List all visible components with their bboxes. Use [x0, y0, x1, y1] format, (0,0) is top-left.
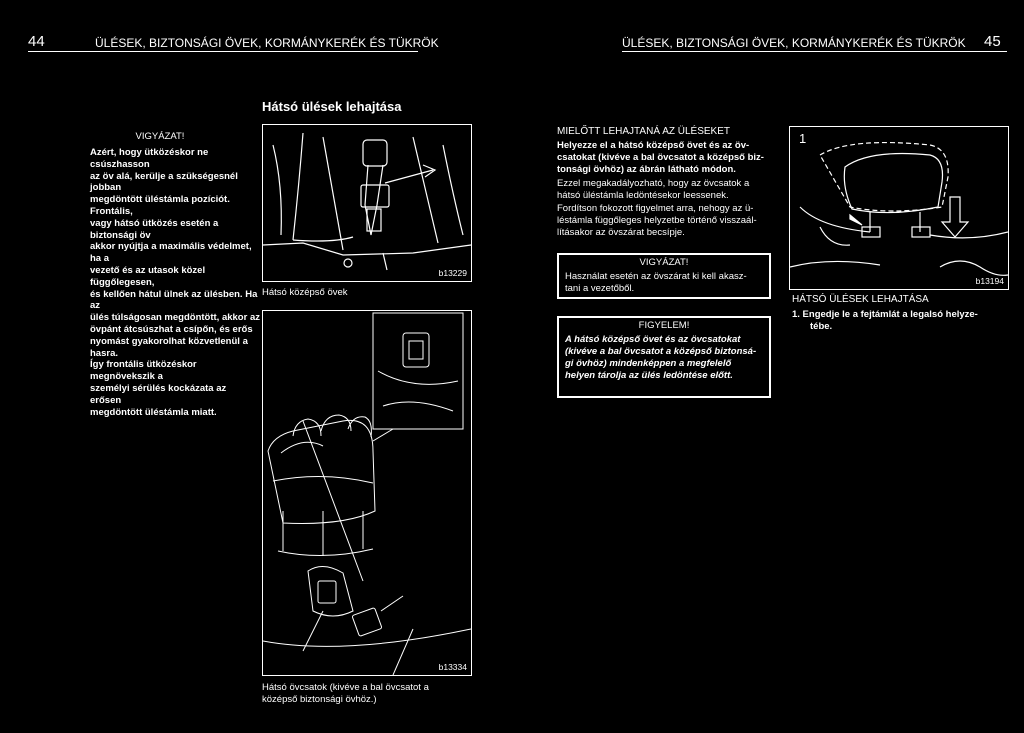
- warning-box-heading: VIGYÁZAT!: [639, 257, 689, 268]
- headrest-illustration: [790, 127, 1008, 289]
- right-running-title: ÜLÉSEK, BIZTONSÁGI ÖVEK, KORMÁNYKERÉK ÉS TÜKRÖK: [622, 36, 966, 50]
- figure-rear-buckles: [262, 310, 472, 676]
- before-folding-bold-text: Helyezze el a hátsó középső övet és az öv- csatokat (kivéve a bal övcsatot a középső biz- tonsági övhöz) az ábrán látható módon.: [557, 140, 764, 175]
- left-warning-heading: VIGYÁZAT!: [135, 131, 185, 142]
- warning-box-text: Használat esetén az övszárat ki kell akasz- tani a vezetőből.: [565, 271, 747, 294]
- before-folding-paragraph-3: Fordítson fokozott figyelmet arra, nehogy az ü- léstámla függőleges helyzetbe történő visszaál- lításakor az övszárat becsípje.: [557, 203, 757, 238]
- figure-rear-center-belt: [262, 124, 472, 282]
- left-header-rule: [28, 51, 418, 52]
- caution-box: [557, 316, 771, 398]
- figure3-code: b13194: [975, 276, 1004, 286]
- left-running-title: ÜLÉSEK, BIZTONSÁGI ÖVEK, KORMÁNYKERÉK ÉS TÜKRÖK: [95, 36, 439, 50]
- right-section-heading: HÁTSÓ ÜLÉSEK LEHAJTÁSA: [792, 294, 929, 305]
- figure-headrest-lower: [789, 126, 1009, 290]
- right-header-rule: [622, 51, 1007, 52]
- right-section-step-1: 1. Engedje le a fejtámlát a legalsó helyze- tébe.: [792, 309, 978, 332]
- right-page-number: 45: [984, 33, 1001, 50]
- figure3-number: 1: [799, 131, 807, 146]
- left-warning-text: Azért, hogy ütközéskor ne csúszhasson az öv alá, kerülje a szükségesnél jobban megdöntött üléstámla pozíciót. Frontális, vagy hátsó ütközés esetén a biztonsági öv akkor nyújtja a maximális védelmet, ha a vezető és az utasok közel függőlegesen, és kellően hátul ülnek az ülésben. Ha az ülés túlságosan megdöntött, akkor az övpánt átcsúszhat a csípőn, és erős nyomást gyakorolhat közvetlenül a hasra. Így frontális ütközéskor megnövekszik a személyi sérülés kockázata az erősen megdöntött üléstámla miatt.: [90, 147, 260, 418]
- warning-box: [557, 253, 771, 299]
- left-page-number: 44: [28, 33, 45, 50]
- center-belt-illustration: [263, 125, 471, 281]
- caution-box-text: A hátsó középső övet és az övcsatokat (kivéve a bal övcsatot a középső biztonsá- gi övhöz) mindenképpen a megfelelő helyen tárolja az ülés ledöntése előtt.: [565, 334, 757, 381]
- figure2-code: b13334: [438, 662, 467, 672]
- figure1-code: b13229: [438, 268, 467, 278]
- figure2-caption: Hátsó övcsatok (kivéve a bal övcsatot a középső biztonsági övhöz.): [262, 682, 429, 705]
- before-folding-paragraph-2: Ezzel megakadályozható, hogy az övcsatok a hátsó üléstámla ledöntésekor leessenek.: [557, 178, 750, 201]
- rear-seat-buckles-illustration: [263, 311, 471, 675]
- before-folding-heading: MIELŐTT LEHAJTANÁ AZ ÜLÉSEKET: [557, 126, 731, 137]
- section-title: Hátsó ülések lehajtása: [262, 99, 402, 114]
- caution-box-heading: FIGYELEM!: [638, 320, 690, 331]
- figure1-caption: Hátsó középső övek: [262, 287, 348, 298]
